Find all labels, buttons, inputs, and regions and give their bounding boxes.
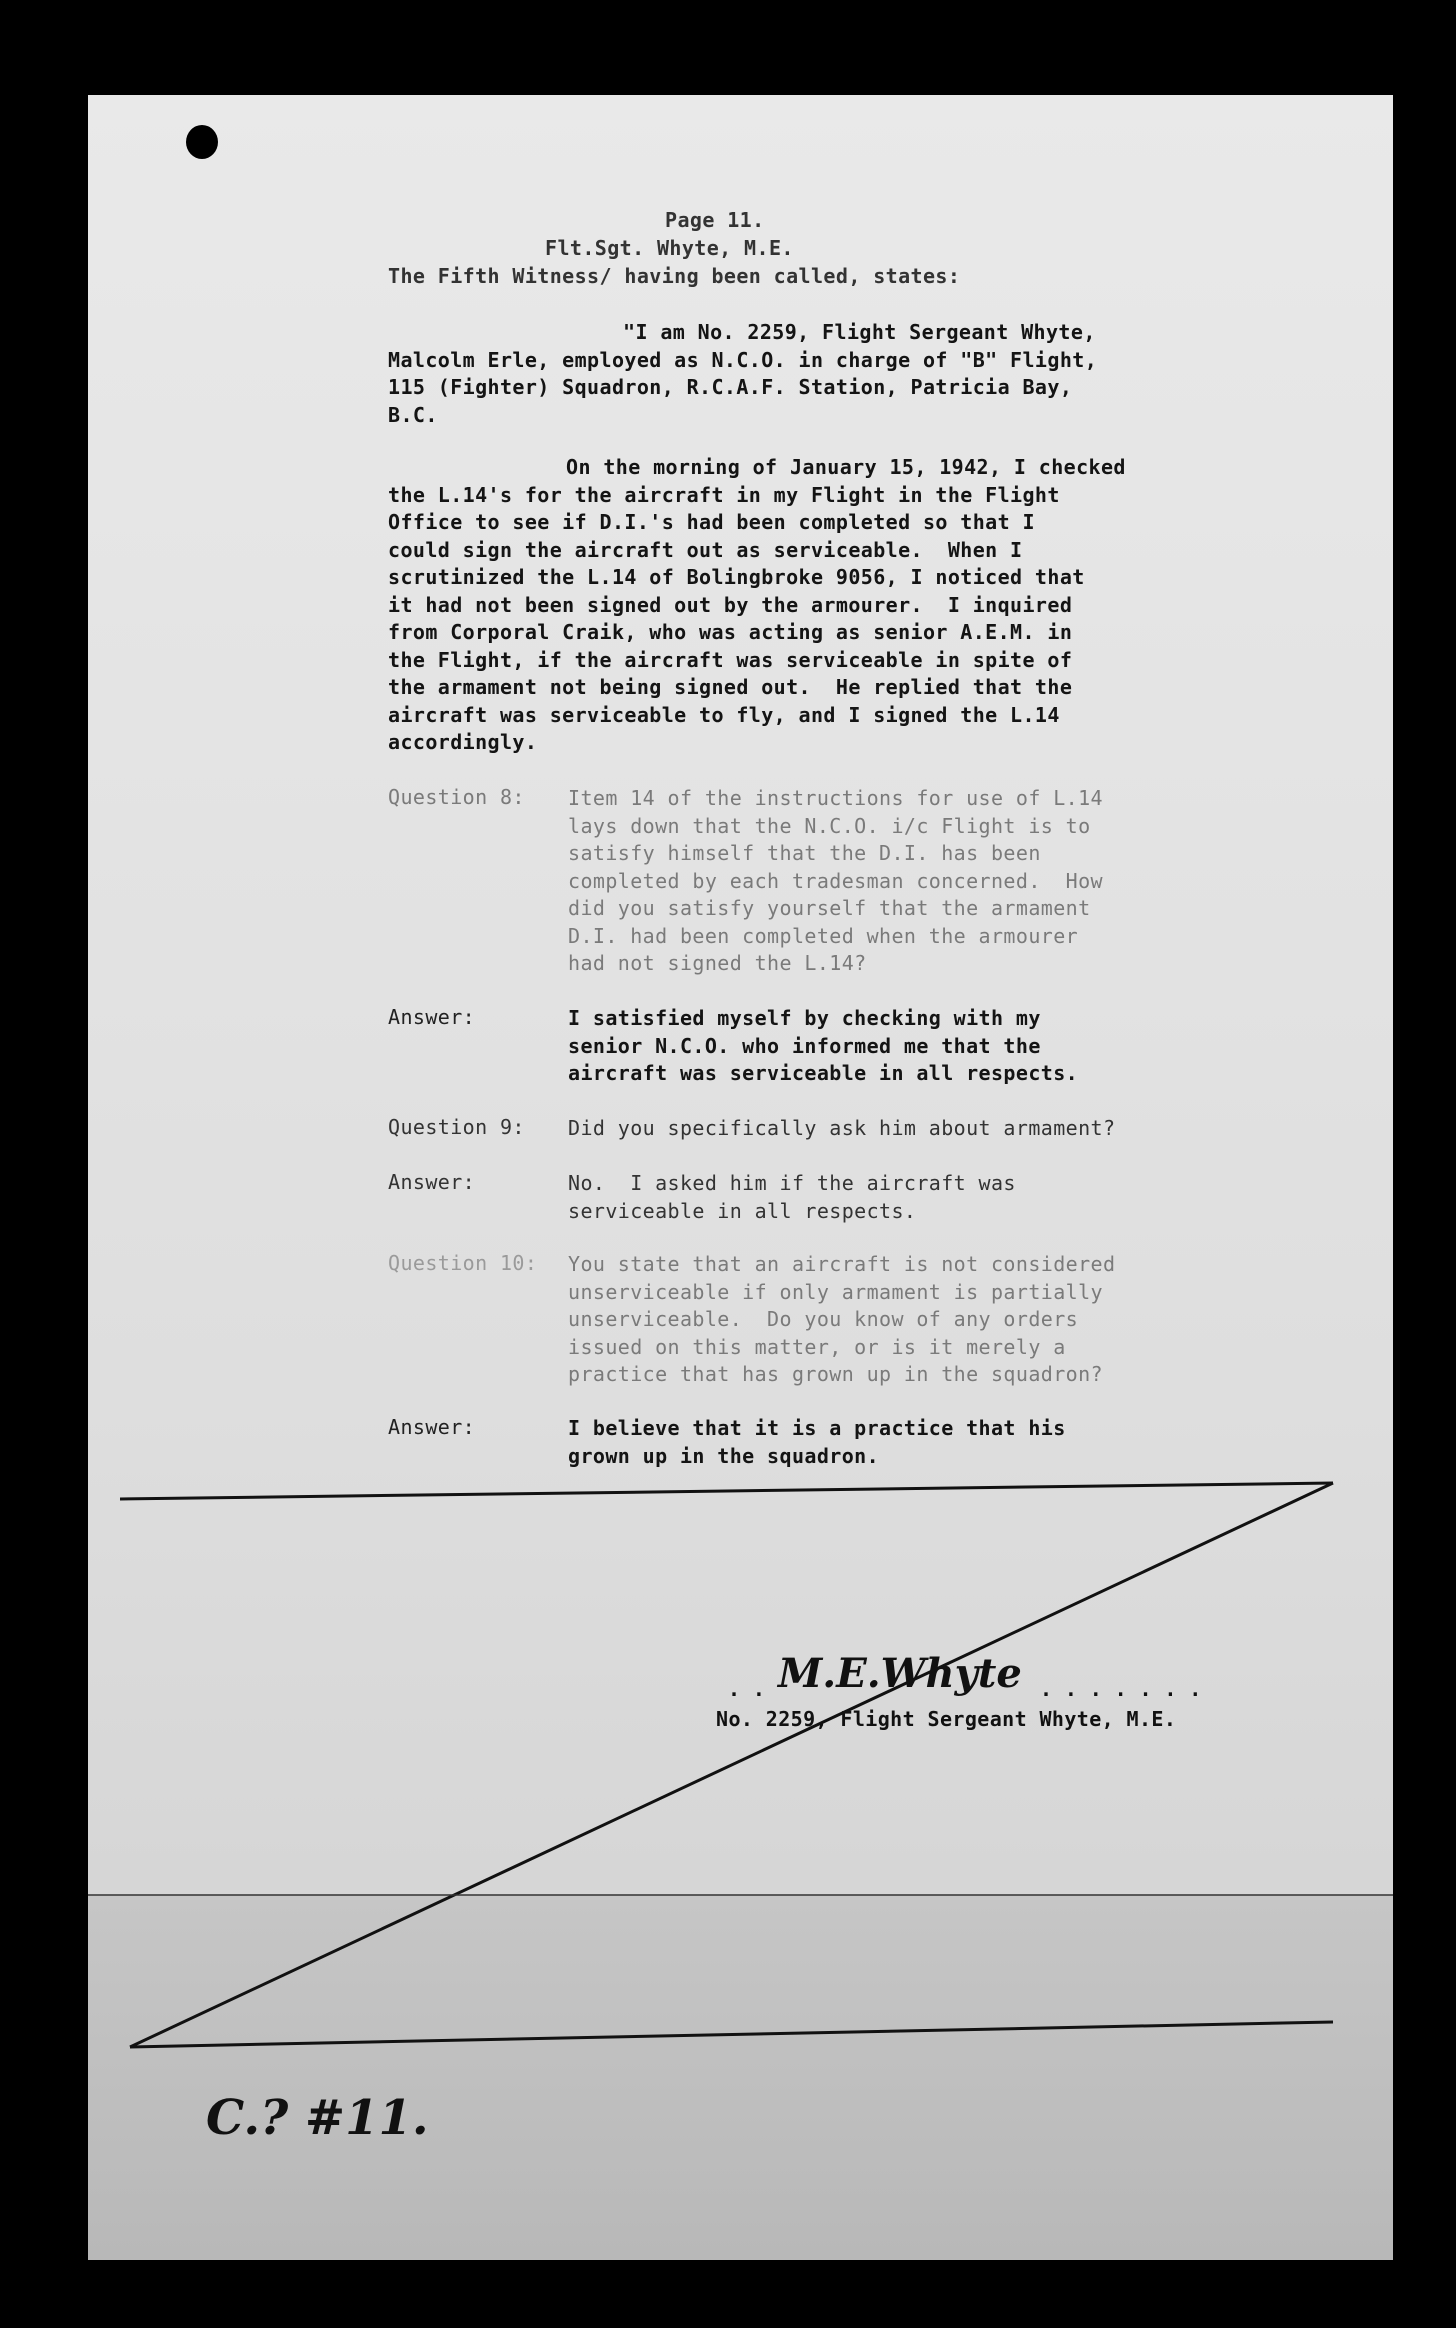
statement-line: Office to see if D.I.'s had been completed so that I [388, 510, 1035, 534]
question-line: completed by each tradesman concerned. How [568, 868, 1103, 893]
question-line: lays down that the N.C.O. i/c Flight is to [568, 813, 1091, 838]
handwritten-annotation: C.? #11. [206, 2090, 429, 2146]
statement-line: could sign the aircraft out as serviceable. When I [388, 537, 1023, 562]
answer-line: I satisfied myself by checking with my [568, 1006, 1041, 1030]
answer-10-label: Answer: [388, 1415, 476, 1439]
diagonal-line [130, 1483, 1333, 2047]
statement-line: from Corporal Craik, who was acting as senior A.E.M. in [388, 620, 1073, 644]
question-line: Item 14 of the instructions for use of L.14 [568, 786, 1103, 810]
question-line: satisfy himself that the D.I. has been [568, 841, 1041, 865]
statement-line: 115 (Fighter) Squadron, R.C.A.F. Station, Patricia Bay, [388, 375, 1073, 399]
statement-line: scrutinized the L.14 of Bolingbroke 9056, I noticed that [388, 565, 1085, 589]
signature-typed-name: No. 2259, Flight Sergeant Whyte, M.E. [716, 1707, 1177, 1731]
question-line: did you satisfy yourself that the armament [568, 896, 1091, 920]
question-line: You state that an aircraft is not considered [568, 1252, 1116, 1276]
statement-line: B.C. [388, 402, 438, 427]
answer-8-label: Answer: [388, 1005, 476, 1029]
question-9-label: Question 9: [388, 1115, 525, 1139]
answer-line: aircraft was serviceable in all respects. [568, 1061, 1079, 1085]
signature-dots-right: . . . . . . . [1040, 1677, 1202, 1701]
statement-line: On the morning of January 15, 1942, I checked [566, 455, 1126, 479]
bottom-horizontal-line [130, 2022, 1333, 2047]
statement-line: aircraft was serviceable to fly, and I signed the L.14 [388, 702, 1060, 727]
statement-line: Malcolm Erle, employed as N.C.O. in charge of "B" Flight, [388, 347, 1098, 372]
question-line: Did you specifically ask him about armament? [568, 1116, 1116, 1140]
statement-line: the Flight, if the aircraft was serviceable in spite of [388, 647, 1073, 672]
answer-line: senior N.C.O. who informed me that the [568, 1033, 1041, 1058]
question-8-label: Question 8: [388, 785, 525, 809]
witness-name: Flt.Sgt. Whyte, M.E. [545, 236, 794, 260]
answer-line: I believe that it is a practice that his [568, 1416, 1066, 1440]
handwritten-signature: M.E.Whyte [778, 1650, 1022, 1697]
statement-line: accordingly. [388, 730, 538, 754]
question-line: had not signed the L.14? [568, 951, 867, 975]
question-line: D.I. had been completed when the armourer [568, 923, 1079, 948]
top-horizontal-line [120, 1483, 1333, 1499]
signature-dots-left: . . [728, 1677, 766, 1701]
page-number: Page 11. [665, 208, 765, 232]
answer-line: No. I asked him if the aircraft was [568, 1171, 1016, 1195]
statement-line: the L.14's for the aircraft in my Flight in the Flight [388, 482, 1060, 507]
answer-9-label: Answer: [388, 1170, 476, 1194]
question-line: practice that has grown up in the squadron? [568, 1362, 1103, 1386]
question-10-label: Question 10: [388, 1251, 538, 1275]
answer-line: serviceable in all respects. [568, 1198, 917, 1223]
document-page [88, 95, 1393, 2260]
statement-line: it had not been signed out by the armourer. I inquired [388, 592, 1073, 617]
cancellation-lines [88, 95, 1393, 2260]
question-line: unserviceable. Do you know of any orders [568, 1307, 1079, 1331]
witness-intro: The Fifth Witness/ having been called, states: [388, 264, 961, 288]
statement-line: "I am No. 2259, Flight Sergeant Whyte, [623, 320, 1096, 344]
answer-line: grown up in the squadron. [568, 1443, 880, 1468]
question-line: unserviceable if only armament is partially [568, 1279, 1103, 1304]
question-line: issued on this matter, or is it merely a [568, 1334, 1066, 1359]
statement-line: the armament not being signed out. He replied that the [388, 675, 1073, 699]
